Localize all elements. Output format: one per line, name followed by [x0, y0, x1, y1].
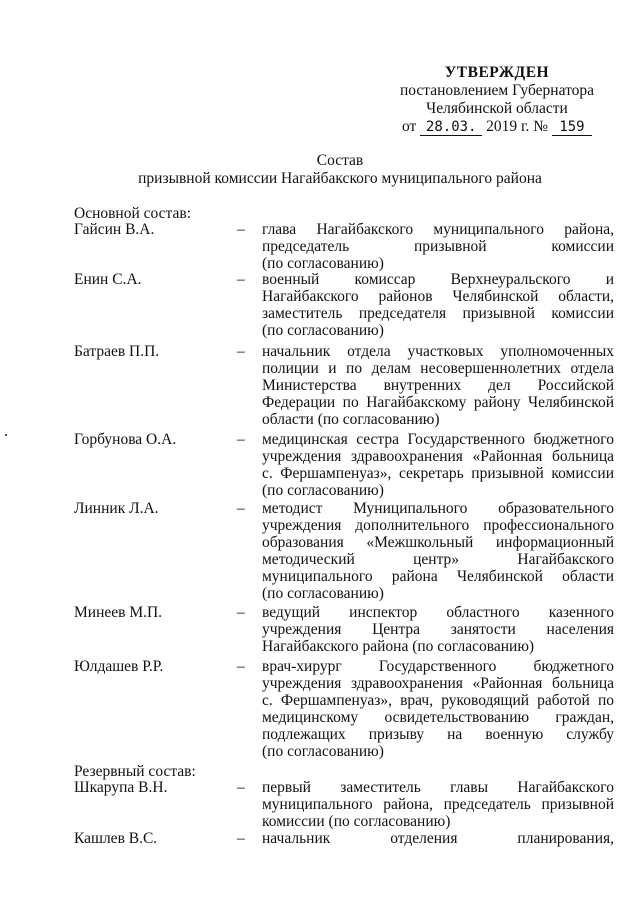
- description-line: Федерации по Нагайбакскому району Челябинской: [262, 394, 614, 411]
- description-line: председатель призывной комиссии: [262, 238, 614, 255]
- reserve-entry: [74, 779, 614, 830]
- description-line: медицинскому освидетельствованию граждан,: [262, 709, 614, 726]
- member-description: [262, 604, 614, 655]
- dash: –: [237, 431, 245, 448]
- document-title: [120, 152, 560, 188]
- member-entry: [74, 271, 614, 339]
- member-name: Батраев П.П.: [74, 343, 160, 360]
- reserve-section-label: Резервный состав:: [74, 763, 196, 780]
- description-line: (по согласованию): [262, 743, 384, 760]
- approval-date-line: [392, 118, 602, 136]
- dash: –: [237, 343, 245, 360]
- description-line: области (по согласованию): [262, 411, 440, 428]
- description-line: учреждения дополнительного профессионального: [262, 517, 614, 534]
- description-line: муниципального района, председатель призывной: [262, 796, 614, 813]
- member-entry: [74, 343, 614, 428]
- member-name: Шкарупа В.Н.: [74, 779, 168, 796]
- description-line: образования «Межшкольный информационный: [262, 534, 614, 551]
- member-name: Юлдашев Р.Р.: [74, 658, 164, 675]
- member-description: [262, 830, 614, 847]
- description-line: глава Нагайбакского муниципального района,: [262, 221, 614, 238]
- dash: –: [237, 500, 245, 517]
- description-line: Министерства внутренних дел Российской: [262, 377, 614, 394]
- description-line: медицинская сестра Государственного бюджетного: [262, 431, 614, 448]
- main-section-label: Основной состав:: [74, 205, 192, 222]
- dash: –: [237, 604, 245, 621]
- member-entry: [74, 500, 614, 602]
- description-line: методический центр» Нагайбакского: [262, 551, 614, 568]
- member-description: [262, 500, 614, 602]
- member-name: Енин С.А.: [74, 271, 142, 288]
- scan-speck: [5, 434, 7, 436]
- description-line: учреждения здравоохранения «Районная больница: [262, 675, 614, 692]
- description-line: (по согласованию): [262, 255, 384, 272]
- approval-date: 28.03.: [420, 120, 482, 136]
- description-line: начальник отделения планирования,: [262, 830, 614, 847]
- approval-line-2: Челябинской области: [426, 100, 568, 117]
- reserve-entry: [74, 830, 614, 847]
- description-line: муниципального района Челябинской области: [262, 568, 614, 585]
- description-line: Нагайбакского районов Челябинской области,: [262, 288, 614, 305]
- description-line: подлежащих призыву на военную службу: [262, 726, 614, 743]
- member-name: Минеев М.П.: [74, 604, 163, 621]
- description-line: комиссии (по согласованию): [262, 813, 451, 830]
- description-line: первый заместитель главы Нагайбакского: [262, 779, 614, 796]
- approval-line-1: постановлением Губернатора: [399, 82, 595, 99]
- description-line: военный комиссар Верхнеуральского и: [262, 271, 614, 288]
- description-line: с. Фершампенуаз», врач, руководящий работой по: [262, 692, 614, 709]
- member-entry: [74, 658, 614, 760]
- member-name: Гайсин В.А.: [74, 221, 155, 238]
- description-line: учреждения Центра занятости населения: [262, 621, 614, 638]
- date-prefix: от: [402, 118, 417, 135]
- description-line: методист Муниципального образовательного: [262, 500, 614, 517]
- member-entry: [74, 604, 614, 655]
- dash: –: [237, 221, 245, 238]
- description-line: (по согласованию): [262, 322, 384, 339]
- approval-stamp: [392, 64, 602, 136]
- member-description: [262, 658, 614, 760]
- member-entry: [74, 221, 614, 272]
- member-entry: [74, 431, 614, 499]
- member-description: [262, 271, 614, 339]
- description-line: начальник отдела участковых уполномоченных: [262, 343, 614, 360]
- description-line: учреждения здравоохранения «Районная больница: [262, 448, 614, 465]
- title-line-1: Состав: [316, 152, 364, 169]
- approval-year: 2019 г. №: [486, 118, 549, 135]
- dash: –: [237, 779, 245, 796]
- description-line: полиции и по делам несовершеннолетних отдела: [262, 360, 614, 377]
- member-name: Горбунова О.А.: [74, 431, 177, 448]
- member-name: Линник Л.А.: [74, 500, 159, 517]
- member-description: [262, 431, 614, 499]
- description-line: Нагайбакского района (по согласованию): [262, 638, 535, 655]
- member-description: [262, 221, 614, 272]
- member-description: [262, 343, 614, 428]
- description-line: (по согласованию): [262, 585, 384, 602]
- description-line: с. Фершампенуаз», секретарь призывной комиссии: [262, 465, 614, 482]
- dash: –: [237, 658, 245, 675]
- description-line: врач-хирург Государственного бюджетного: [262, 658, 614, 675]
- approval-number: 159: [552, 120, 592, 136]
- approval-heading: УТВЕРЖДЕН: [444, 64, 550, 81]
- dash: –: [237, 271, 245, 288]
- title-line-2: призывной комиссии Нагайбакского муниципального района: [138, 170, 542, 187]
- member-name: Кашлев В.С.: [74, 830, 158, 847]
- member-description: [262, 779, 614, 830]
- description-line: (по согласованию): [262, 482, 384, 499]
- description-line: заместитель председателя призывной комиссии: [262, 305, 614, 322]
- description-line: ведущий инспектор областного казенного: [262, 604, 614, 621]
- dash: –: [237, 830, 245, 847]
